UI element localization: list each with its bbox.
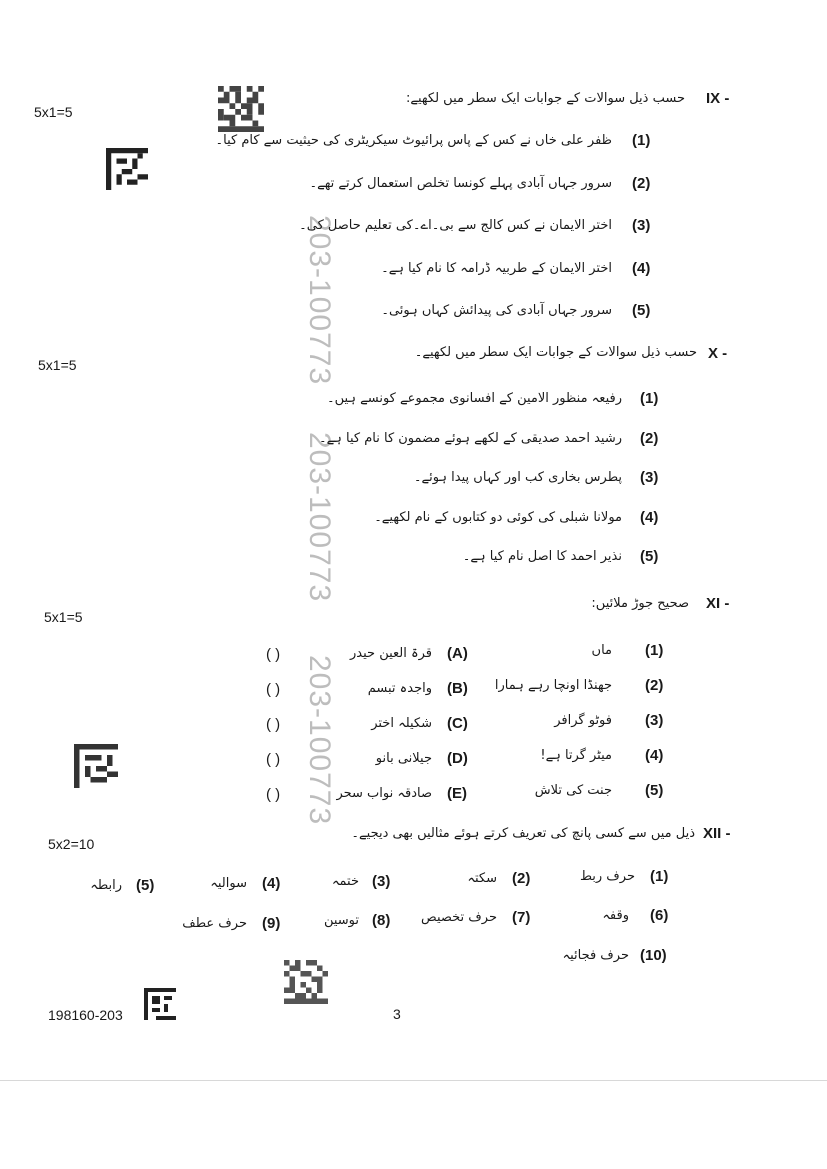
answer-blank[interactable]: ( ) <box>266 716 281 733</box>
term-number: (6) <box>650 907 669 924</box>
question-number: (2) <box>632 175 651 192</box>
term-text: حرف فجائیہ <box>562 948 629 963</box>
answer-blank[interactable]: ( ) <box>266 751 281 768</box>
question-text: نذیر احمد کا اصل نام کیا ہے۔ <box>462 549 622 564</box>
qr-code-icon <box>218 86 264 132</box>
answer-blank[interactable]: ( ) <box>266 786 281 803</box>
question-text: مولانا شبلی کی کوئی دو کتابوں کے نام لکھیے۔ <box>374 510 622 525</box>
marks-label: 5x1=5 <box>34 104 73 120</box>
paper-code: 198160-203 <box>48 1007 123 1023</box>
page-number: 3 <box>393 1006 401 1022</box>
match-option: شکیلہ اختر <box>371 716 432 731</box>
marks-label: 5x2=10 <box>48 836 95 852</box>
term-text: حرف تخصیص <box>421 910 497 925</box>
question-number: (3) <box>632 217 651 234</box>
answer-blank[interactable]: ( ) <box>266 681 281 698</box>
match-option: قرۃ العین حیدر <box>350 646 432 661</box>
term-number: (5) <box>136 877 155 894</box>
match-letter: (C) <box>447 715 468 732</box>
question-number: (1) <box>640 390 659 407</box>
section-label: X - <box>708 345 728 362</box>
match-number: (5) <box>645 782 664 799</box>
question-text: سرور جہاں آبادی پہلے کونسا تخلص استعمال کرتے تھے۔ <box>309 176 612 191</box>
term-number: (7) <box>512 909 531 926</box>
question-text: سرور جہاں آبادی کی پیدائش کہاں ہوئی۔ <box>381 303 612 318</box>
term-text: رابطہ <box>90 878 122 893</box>
term-number: (3) <box>372 873 391 890</box>
question-number: (4) <box>632 260 651 277</box>
match-item: فوٹو گرافر <box>554 713 612 728</box>
section-label: XI - <box>706 595 730 612</box>
match-letter: (A) <box>447 645 468 662</box>
match-item: جنت کی تلاش <box>534 783 612 798</box>
watermark: 203-100773 <box>303 655 336 826</box>
match-number: (3) <box>645 712 664 729</box>
qr-code-icon <box>106 148 148 190</box>
term-number: (9) <box>262 915 281 932</box>
section-heading: ذیل میں سے کسی پانچ کی تعریف کرتے ہوئے مثالیں بھی دیجیے۔ <box>351 826 695 841</box>
match-item: میٹر گرتا ہے! <box>540 748 612 763</box>
question-number: (3) <box>640 469 659 486</box>
section-heading: حسب ذیل سوالات کے جوابات ایک سطر میں لکھیے۔ <box>414 345 697 360</box>
match-letter: (E) <box>447 785 467 802</box>
watermark: 203-100773 <box>303 215 336 386</box>
match-item: جھنڈا اونچا رہے ہمارا <box>494 678 612 693</box>
match-item: ماں <box>591 643 612 658</box>
section-label: IX - <box>706 90 730 107</box>
marks-label: 5x1=5 <box>44 609 83 625</box>
term-number: (4) <box>262 875 281 892</box>
watermark: 203-100773 <box>303 432 336 603</box>
qr-code-icon <box>74 744 118 788</box>
divider <box>0 1080 827 1081</box>
match-number: (2) <box>645 677 664 694</box>
section-label: XII - <box>703 825 731 842</box>
question-number: (1) <box>632 132 651 149</box>
question-number: (2) <box>640 430 659 447</box>
question-number: (5) <box>632 302 651 319</box>
match-number: (4) <box>645 747 664 764</box>
section-heading: صحیح جوڑ ملائیں: <box>591 596 689 611</box>
marks-label: 5x1=5 <box>38 357 77 373</box>
term-text: سوالیہ <box>210 876 247 891</box>
question-text: رفیعہ منظور الامین کے افسانوی مجموعے کونسے ہیں۔ <box>326 391 622 406</box>
question-text: اختر الایمان نے کس کالج سے بی۔اے۔کی تعلیم حاصل کی۔ <box>299 218 612 233</box>
question-number: (5) <box>640 548 659 565</box>
question-number: (4) <box>640 509 659 526</box>
term-text: ختمہ <box>331 874 359 889</box>
term-text: سکتہ <box>467 871 497 886</box>
term-number: (10) <box>640 947 667 964</box>
term-text: حرف عطف <box>182 916 247 931</box>
match-option: واجدہ تبسم <box>367 681 432 696</box>
term-text: وقفہ <box>602 908 629 923</box>
match-letter: (B) <box>447 680 468 697</box>
match-option: جیلانی بانو <box>375 751 432 766</box>
section-heading: حسب ذیل سوالات کے جوابات ایک سطر میں لکھیے: <box>406 91 685 106</box>
term-text: توسین <box>323 913 359 928</box>
question-text: رشید احمد صدیقی کے لکھے ہوئے مضمون کا نام کیا ہے۔ <box>319 431 622 446</box>
match-letter: (D) <box>447 750 468 767</box>
match-option: صادقہ نواب سحر <box>336 786 432 801</box>
match-number: (1) <box>645 642 664 659</box>
answer-blank[interactable]: ( ) <box>266 646 281 663</box>
qr-code-icon <box>144 988 176 1020</box>
term-number: (8) <box>372 912 391 929</box>
question-text: پطرس بخاری کب اور کہاں پیدا ہوئے۔ <box>413 470 622 485</box>
question-text: اختر الایمان کے طربیہ ڈرامہ کا نام کیا ہے۔ <box>381 261 612 276</box>
qr-code-icon <box>284 960 328 1004</box>
term-text: حرف ربط <box>579 869 635 884</box>
term-number: (1) <box>650 868 669 885</box>
question-text: ظفر علی خاں نے کس کے پاس پرائیوٹ سیکریٹری کی حیثیت سے کام کیا۔ <box>215 133 612 148</box>
term-number: (2) <box>512 870 531 887</box>
